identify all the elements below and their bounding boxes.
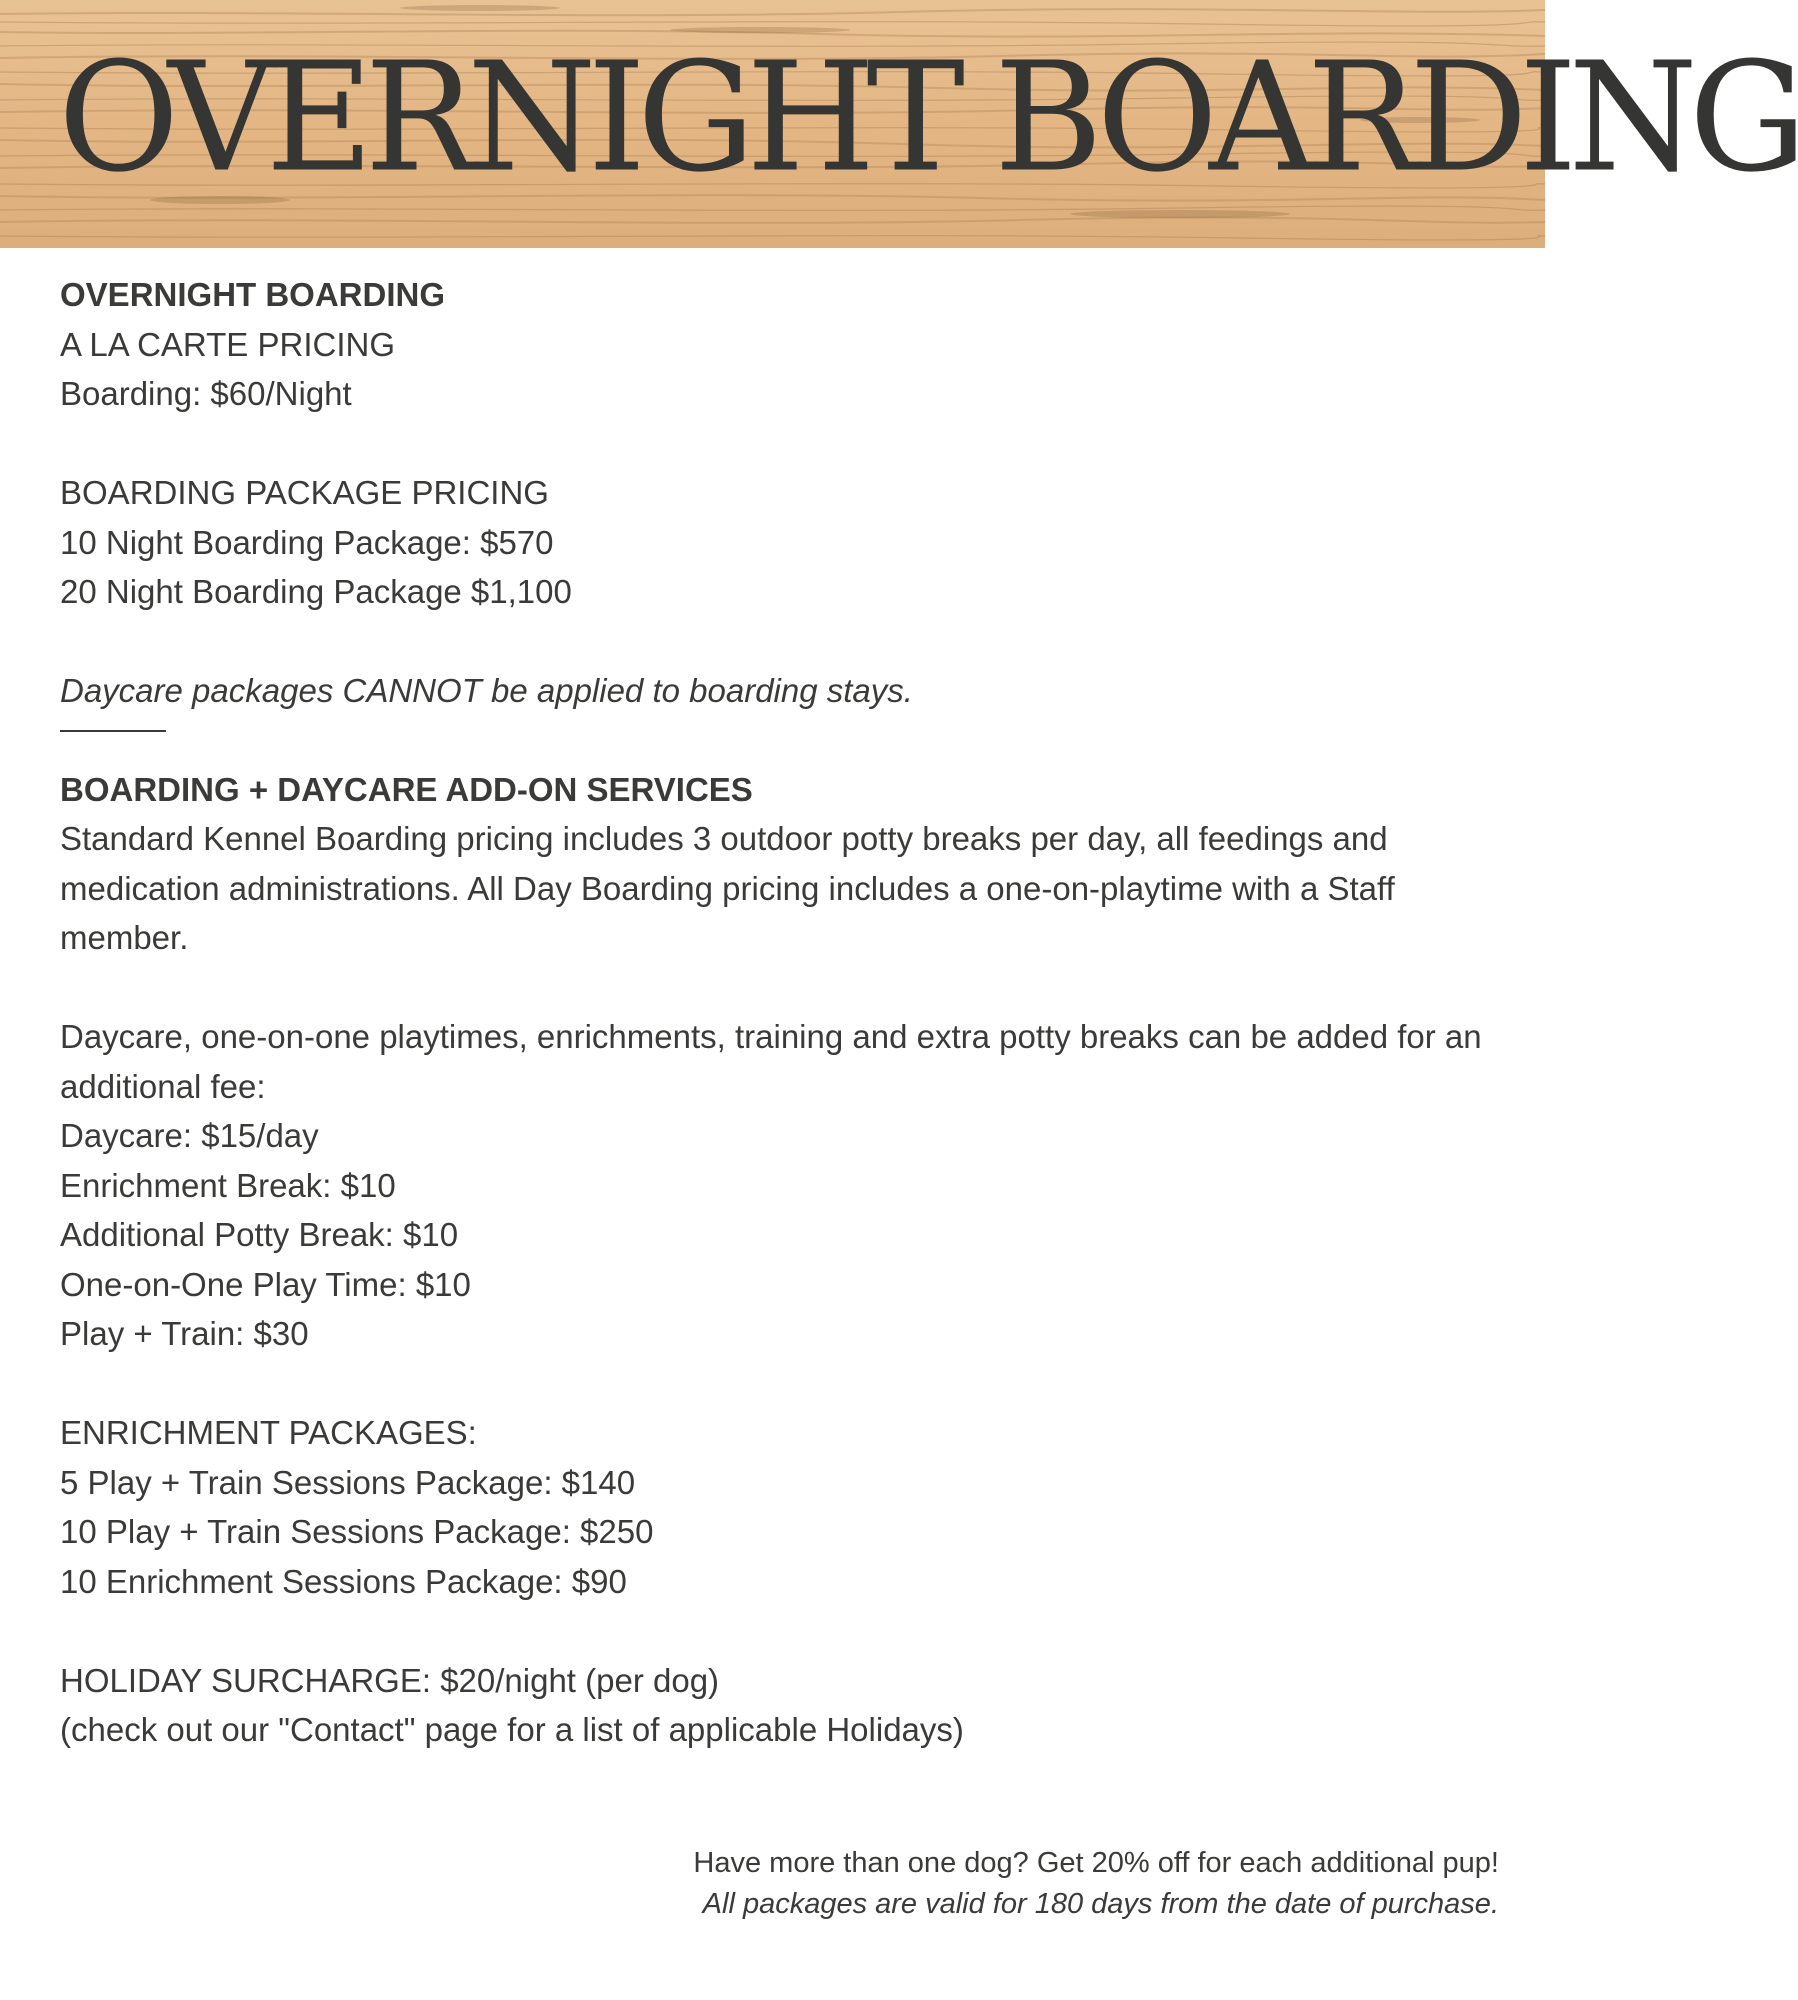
a-la-carte-price: Boarding: $60/Night	[60, 375, 352, 412]
holiday-section	[60, 1656, 1500, 1755]
list-item: Enrichment Break: $10	[60, 1166, 396, 1204]
a-la-carte-label: A LA CARTE PRICING	[60, 325, 395, 363]
list-item: Additional Potty Break: $10	[60, 1216, 459, 1253]
addon-services-section	[60, 765, 1500, 1409]
list-item: Play + Train: $30	[60, 1315, 309, 1352]
holiday-surcharge: HOLIDAY SURCHARGE: $20/night (per dog)	[60, 1661, 720, 1699]
list-item: 20 Night Boarding Package $1,100	[60, 573, 572, 610]
boarding-heading: OVERNIGHT BOARDING	[60, 276, 446, 313]
package-validity: All packages are valid for 180 days from the date of purchase.	[702, 1888, 1499, 1920]
footer-notes	[499, 1843, 1499, 1925]
addons-heading: BOARDING + DAYCARE ADD-ON SERVICES	[60, 770, 753, 808]
list-item: 10 Enrichment Sessions Package: $90	[60, 1562, 627, 1600]
spacer	[60, 963, 1500, 1013]
daycare-note: Daycare packages CANNOT be applied to boarding stays.	[60, 672, 913, 709]
list-item: Daycare: $15/day	[60, 1117, 319, 1154]
spacer	[60, 419, 1500, 469]
list-item: 10 Night Boarding Package: $570	[60, 523, 554, 561]
spacer	[60, 1359, 1500, 1409]
multi-dog-discount: Have more than one dog? Get 20% off for each additional pup!	[693, 1847, 1499, 1879]
pricing-content	[60, 270, 1500, 1755]
wood-banner	[0, 0, 1798, 248]
spacer	[60, 1606, 1500, 1656]
list-item: 5 Play + Train Sessions Package: $140	[60, 1463, 636, 1501]
list-item: One-on-One Play Time: $10	[60, 1265, 471, 1303]
package-pricing-label: BOARDING PACKAGE PRICING	[60, 474, 549, 511]
overnight-boarding-section	[60, 270, 1500, 732]
spacer	[60, 617, 1500, 667]
enrichment-section	[60, 1408, 1500, 1656]
enrichment-heading: ENRICHMENT PACKAGES:	[60, 1414, 477, 1451]
holiday-note: (check out our "Contact" page for a list of applicable Holidays)	[60, 1711, 964, 1748]
list-item: 10 Play + Train Sessions Package: $250	[60, 1513, 654, 1550]
divider	[60, 730, 166, 732]
addons-description: Standard Kennel Boarding pricing includes 3 outdoor potty breaks per day, all feedings and medication administrations. All Day Boarding pricing includes a one-on-playtime with a Staff member.	[60, 820, 1395, 956]
extras-intro: Daycare, one-on-one playtimes, enrichments, training and extra potty breaks can be added for an additional fee:	[60, 1018, 1482, 1105]
banner-title: OVERNIGHT BOARDING	[58, 29, 1798, 206]
